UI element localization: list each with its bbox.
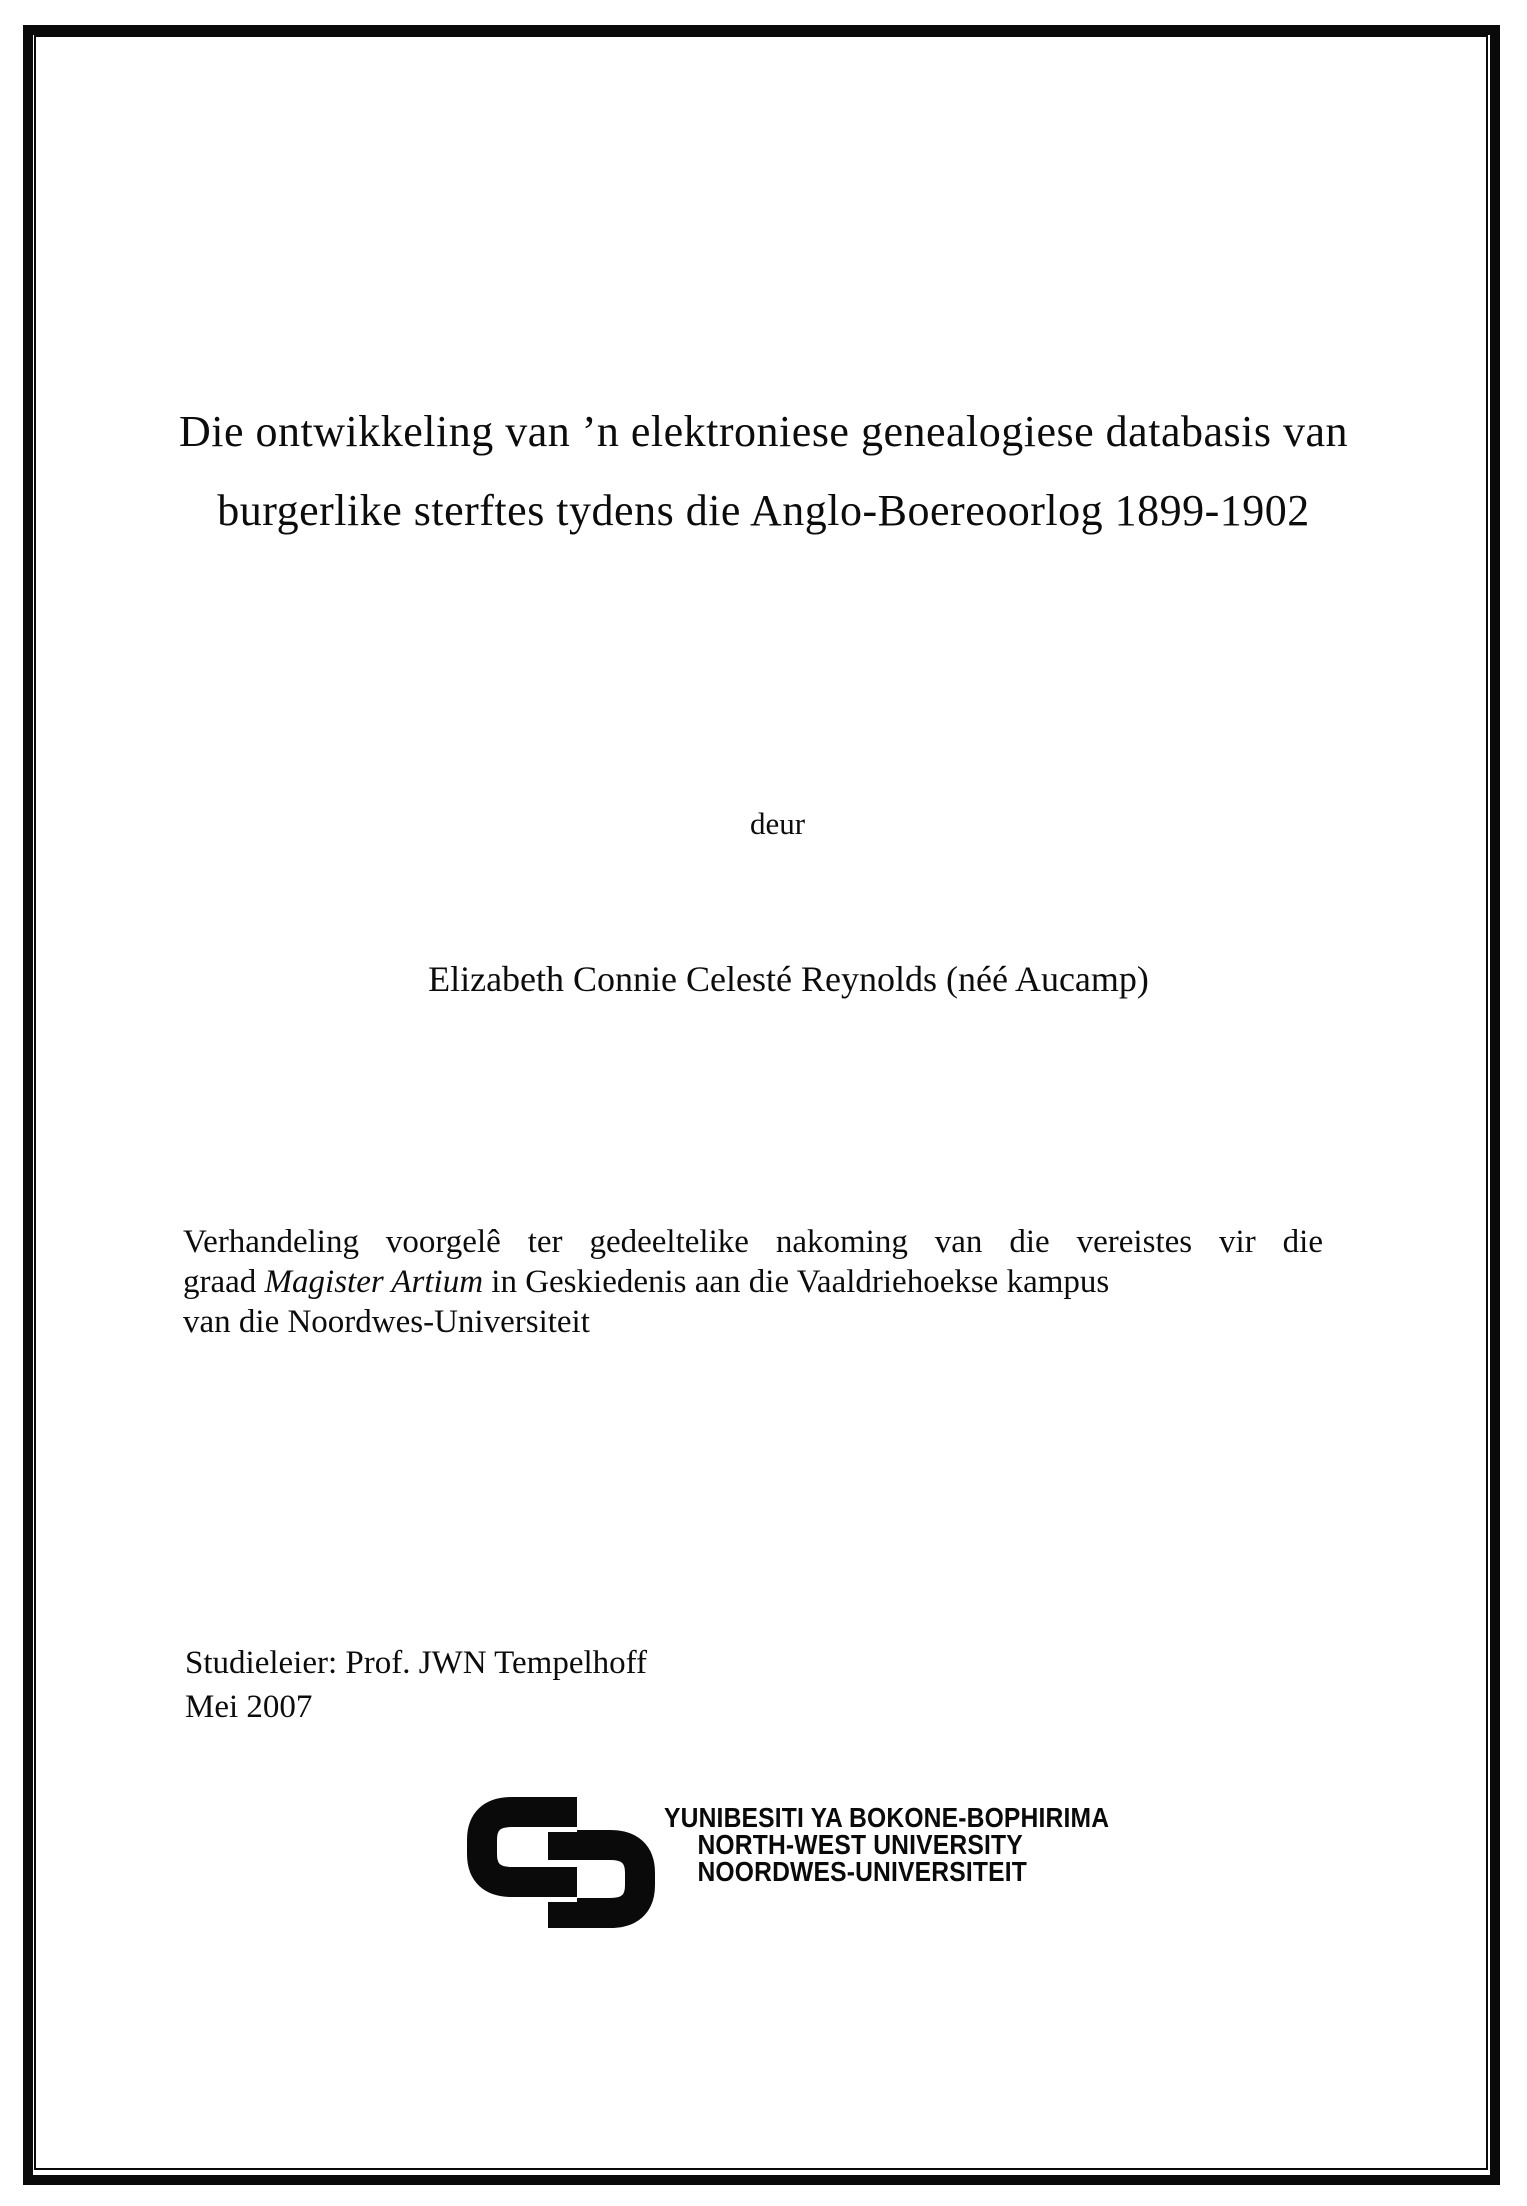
degree-statement-line-2 [183, 1262, 1323, 1302]
thesis-title [95, 392, 1432, 550]
degree-statement-line-3: van die Noordwes-Universiteit [183, 1304, 590, 1340]
degree-statement-line-2-pre: graad [183, 1264, 265, 1300]
nwu-chain-logo-icon [467, 1797, 655, 1928]
title-line-2: burgerlike sterftes tydens die Anglo-Boereoorlog 1899-1902 [217, 486, 1310, 535]
date-line: Mei 2007 [185, 1689, 313, 1725]
logo-text-afrikaans: NOORDWES-UNIVERSITEIT [697, 1856, 1027, 1887]
university-logo-block [467, 1797, 1170, 1928]
university-logo-text [664, 1804, 1109, 1885]
logo-text-english: NORTH-WEST UNIVERSITY [697, 1829, 1023, 1860]
degree-title-italic: Magister Artium [264, 1264, 484, 1300]
degree-statement-line-2-post: in Geskiedenis aan die Vaaldriehoekse kampus [483, 1264, 1110, 1300]
logo-text-setswana: YUNIBESITI YA BOKONE-BOPHIRIMA [664, 1802, 1110, 1833]
byline: deur [749, 806, 806, 841]
degree-statement-line-1: Verhandeling voorgelê ter gedeeltelike nakoming van die vereistes vir die [183, 1224, 1323, 1260]
degree-statement [183, 1222, 1323, 1342]
supervisor-line: Studieleier: Prof. JWN Tempelhoff [185, 1645, 648, 1681]
author-name: Elizabeth Connie Celesté Reynolds (néé Aucamp) [428, 959, 1149, 999]
title-line-1: Die ontwikkeling van ’n elektroniese genealogiese databasis van [178, 407, 1348, 456]
